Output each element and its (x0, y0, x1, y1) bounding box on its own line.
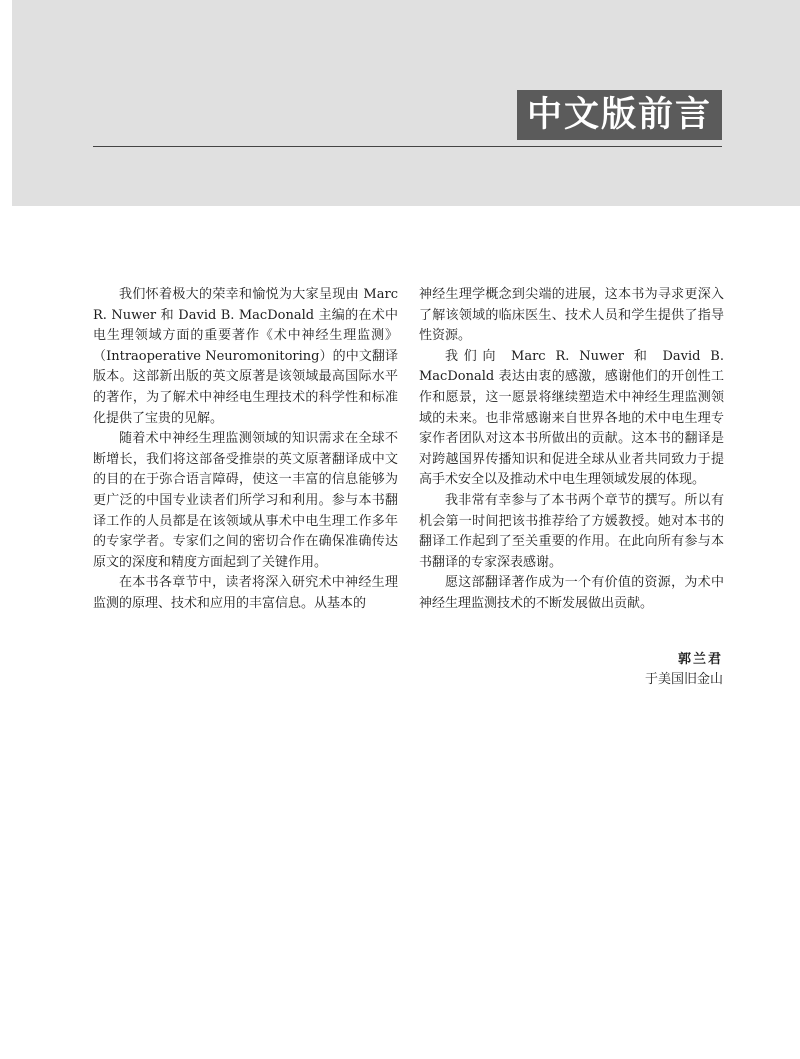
paragraph-intro: 我们怀着极大的荣幸和愉悦为大家呈现由 Marc R. Nuwer 和 David B. MacDonald 主编的在术中电生理领域方面的重要著作《术中神经生理监测》（Intraoperative Neuromonitoring）的中文翻译版本。这部新出版的英文原著是该领域最高国际水平的著作，为了解术中神经电生理技术的科学性和标准化提供了宝贵的见解。 (93, 287, 398, 426)
left-column (93, 285, 398, 615)
paragraph-content-start: 在本书各章节中，读者将深入研究术中神经生理监测的原理、技术和应用的丰富信息。从基本的 (93, 575, 398, 611)
signature-place: 于美国旧金山 (644, 672, 723, 687)
right-column (419, 285, 724, 615)
page-title: 中文版前言 (517, 90, 722, 140)
paragraph-content-continued: 神经生理学概念到尖端的进展，这本书为寻求更深入了解该领域的临床医生、技术人员和学生提供了指导性资源。 (419, 287, 724, 344)
title-divider (93, 146, 722, 147)
paragraph-purpose: 随着术中神经生理监测领域的知识需求在全球不断增长，我们将这部备受推崇的英文原著翻译成中文的目的在于弥合语言障碍，使这一丰富的信息能够为更广泛的中国专业读者们所学习和利用。参与本书翻译工作的人员都是在该领域从事术中电生理工作多年的专家学者。专家们之间的密切合作在确保准确传达原文的深度和精度方面起到了关键作用。 (93, 431, 398, 570)
paragraph-participation: 我非常有幸参与了本书两个章节的撰写。所以有机会第一时间把该书推荐给了方媛教授。她对本书的翻译工作起到了至关重要的作用。在此向所有参与本书翻译的专家深表感谢。 (419, 492, 724, 570)
paragraph-closing: 愿这部翻译著作成为一个有价值的资源，为术中神经生理监测技术的不断发展做出贡献。 (419, 575, 724, 611)
signature-block (645, 650, 723, 690)
signature-name: 郭兰君 (677, 652, 723, 667)
paragraph-gratitude: 我们向 Marc R. Nuwer 和 David B. MacDonald 表达由衷的感激，感谢他们的开创性工作和愿景，这一愿景将继续塑造术中神经生理监测领域的未来。也非常感谢来自世界各地的术中电生理专家作者团队对这本书所做出的贡献。这本书的翻译是对跨越国界传播知识和促进全球从业者共同致力于提高手术安全以及推动术中电生理领域发展的体现。 (419, 348, 724, 488)
